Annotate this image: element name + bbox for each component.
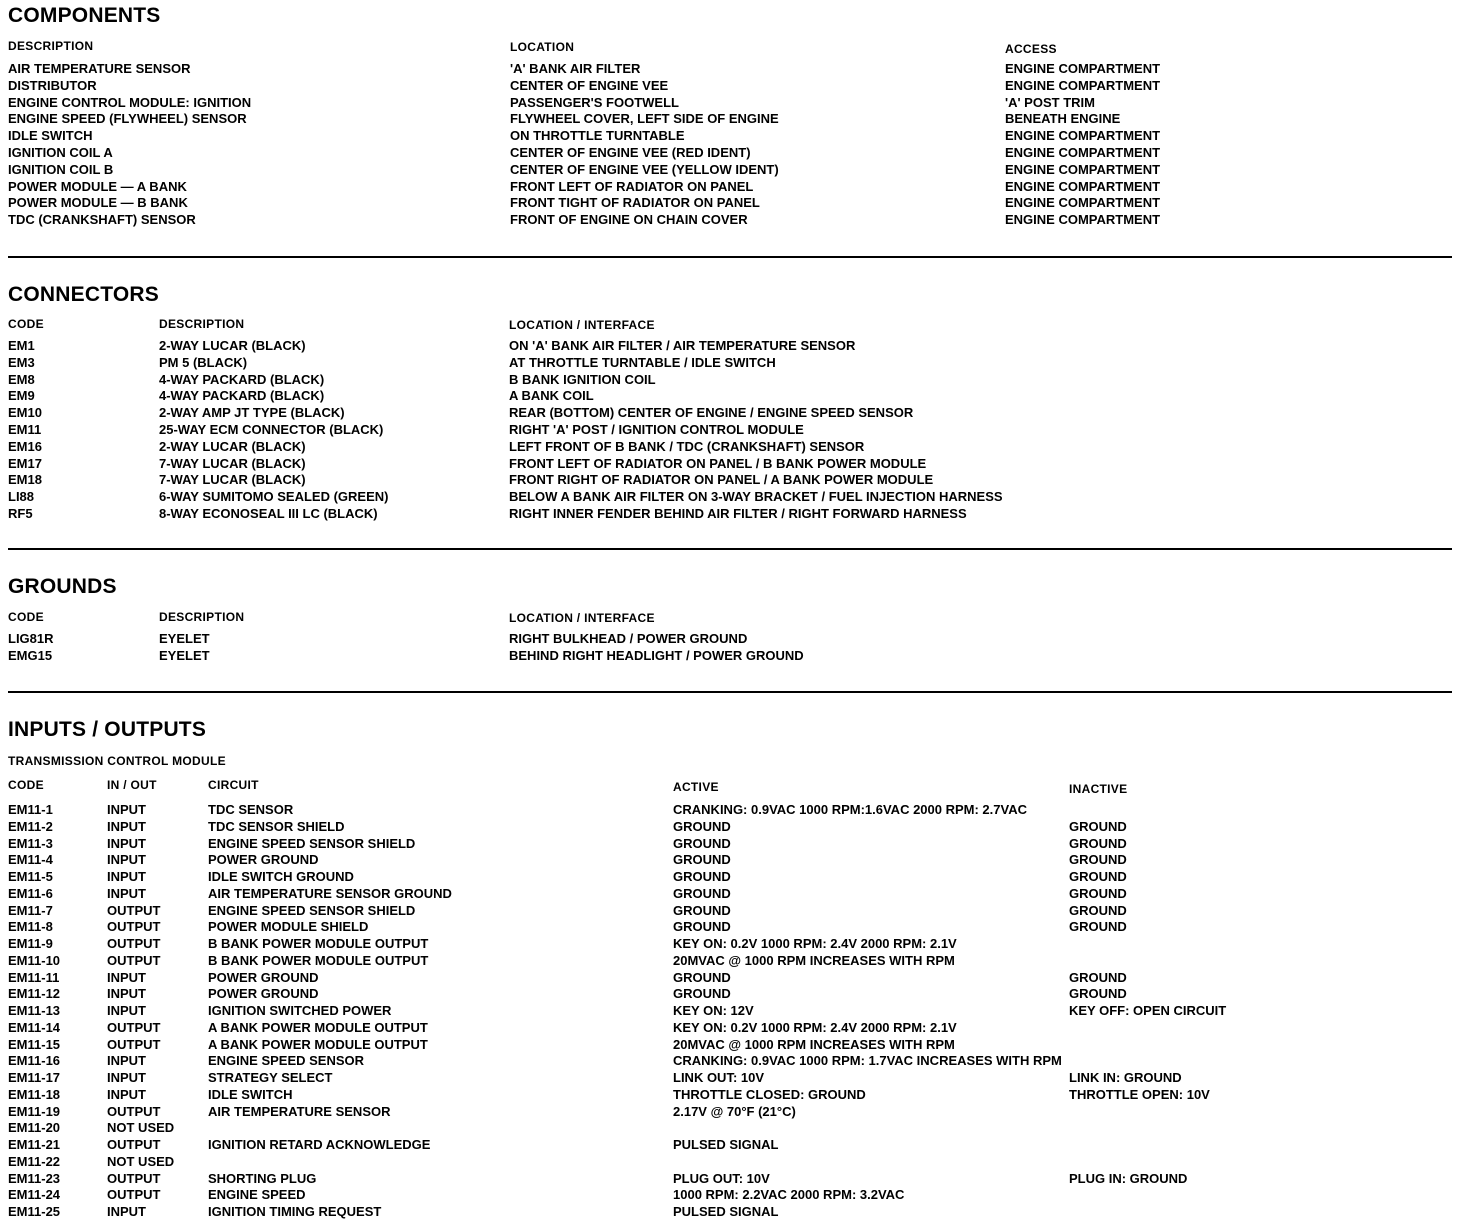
component-row-description: POWER MODULE — B BANK (8, 195, 188, 211)
component-row-description: IDLE SWITCH (8, 128, 93, 144)
ground-row-location: RIGHT BULKHEAD / POWER GROUND (509, 631, 748, 646)
io-row (0, 1137, 1472, 1154)
io-row (0, 802, 1472, 819)
io-row-active: KEY ON: 12V (673, 1003, 754, 1018)
io-row-active: THROTTLE CLOSED: GROUND (673, 1086, 866, 1102)
io-row-code: EM11-22 (8, 1153, 61, 1169)
io-row-code: EM11-17 (8, 1070, 61, 1085)
section-divider (8, 256, 1452, 258)
connector-row (0, 422, 1472, 439)
io-row (0, 1120, 1472, 1137)
io-row-inactive: GROUND (1069, 919, 1127, 935)
io-row-inout: OUTPUT (107, 1036, 161, 1052)
io-row-code: EM11-20 (8, 1120, 61, 1136)
component-row-access: ENGINE COMPARTMENT (1005, 161, 1161, 177)
component-row-access: ENGINE COMPARTMENT (1005, 212, 1161, 228)
io-row (0, 903, 1472, 920)
component-row-access: ENGINE COMPARTMENT (1005, 61, 1161, 76)
io-row-code: EM11-8 (8, 919, 53, 935)
components-title: COMPONENTS (8, 4, 161, 27)
io-row (0, 936, 1472, 953)
io-row-active: PULSED SIGNAL (673, 1204, 779, 1219)
io-row-circuit: B BANK POWER MODULE OUTPUT (208, 952, 429, 968)
io-row (0, 852, 1472, 869)
io-row (0, 1037, 1472, 1054)
component-row-description: POWER MODULE — A BANK (8, 178, 187, 194)
io-row-active: GROUND (673, 986, 731, 1002)
connector-row-location: A BANK COIL (509, 388, 594, 404)
connector-row-code: EM1 (8, 338, 35, 353)
connector-row-description: 2-WAY LUCAR (BLACK) (159, 338, 306, 353)
io-row-inactive: PLUG IN: GROUND (1069, 1170, 1188, 1186)
io-row-code: EM11-25 (8, 1204, 61, 1219)
io-row-circuit: IGNITION TIMING REQUEST (208, 1204, 382, 1219)
io-row (0, 836, 1472, 853)
io-row-inactive: GROUND (1069, 969, 1127, 985)
io-table (0, 802, 1472, 1221)
io-row-inout: OUTPUT (107, 902, 161, 918)
io-row-code: EM11-5 (8, 869, 53, 884)
io-row-code: EM11-19 (8, 1103, 61, 1119)
io-row-circuit: ENGINE SPEED SENSOR SHIELD (208, 902, 416, 918)
io-row (0, 819, 1472, 836)
io-row-code: EM11-18 (8, 1086, 61, 1102)
connector-row (0, 355, 1472, 372)
connector-row-code: EM3 (8, 354, 35, 370)
io-row-active: GROUND (673, 902, 731, 918)
io-row-inactive: GROUND (1069, 852, 1127, 868)
connector-row-location: FRONT LEFT OF RADIATOR ON PANEL / B BANK POWER MODULE (509, 455, 927, 471)
io-row-code: EM11-3 (8, 835, 53, 851)
connector-row-location: B BANK IGNITION COIL (509, 371, 656, 387)
component-row-location: FRONT LEFT OF RADIATOR ON PANEL (510, 178, 754, 194)
io-row-active: GROUND (673, 818, 731, 834)
io-row-circuit: STRATEGY SELECT (208, 1070, 333, 1085)
io-row-inout: INPUT (107, 969, 146, 985)
connector-row-description: 2-WAY AMP JT TYPE (BLACK) (159, 405, 345, 421)
io-row-code: EM11-13 (8, 1003, 61, 1018)
connector-row (0, 472, 1472, 489)
io-header-inactive: INACTIVE (1069, 782, 1128, 796)
ground-row (0, 648, 1472, 665)
component-row-location: FLYWHEEL COVER, LEFT SIDE OF ENGINE (510, 111, 779, 127)
io-row-active: GROUND (673, 852, 731, 868)
connector-row (0, 405, 1472, 422)
io-row-code: EM11-21 (8, 1137, 61, 1152)
connector-row-location: REAR (BOTTOM) CENTER OF ENGINE / ENGINE SPEED SENSOR (509, 405, 914, 421)
connector-row-description: 7-WAY LUCAR (BLACK) (159, 455, 306, 471)
io-row-active: GROUND (673, 919, 731, 935)
io-row-inactive: GROUND (1069, 986, 1127, 1002)
io-row-inactive: GROUND (1069, 818, 1127, 834)
io-row-circuit: ENGINE SPEED SENSOR SHIELD (208, 835, 416, 851)
io-row-code: EM11-12 (8, 986, 61, 1002)
io-row-inout: OUTPUT (107, 1103, 161, 1119)
connector-row-description: 6-WAY SUMITOMO SEALED (GREEN) (159, 489, 389, 505)
io-header-code: CODE (8, 778, 44, 792)
connector-row-description: 25-WAY ECM CONNECTOR (BLACK) (159, 421, 384, 437)
io-row-code: EM11-7 (8, 902, 53, 918)
connector-row-description: 7-WAY LUCAR (BLACK) (159, 472, 306, 488)
connector-row-location: RIGHT INNER FENDER BEHIND AIR FILTER / RIGHT FORWARD HARNESS (509, 505, 967, 521)
io-row (0, 1053, 1472, 1070)
io-row-inactive: GROUND (1069, 885, 1127, 901)
io-row-inout: INPUT (107, 818, 146, 834)
io-row-circuit: A BANK POWER MODULE OUTPUT (208, 1036, 428, 1052)
io-row-circuit: ENGINE SPEED SENSOR (208, 1053, 365, 1069)
ground-row-code: EMG15 (8, 647, 53, 663)
io-row-code: EM11-4 (8, 852, 53, 868)
io-row (0, 1020, 1472, 1037)
component-row (0, 195, 1472, 212)
connector-row-code: EM8 (8, 371, 35, 387)
io-row-active: GROUND (673, 869, 731, 884)
io-row-active: GROUND (673, 835, 731, 851)
io-row-code: EM11-15 (8, 1036, 61, 1052)
io-row-active: GROUND (673, 969, 731, 985)
component-row-location: 'A' BANK AIR FILTER (510, 61, 641, 76)
io-row-inout: OUTPUT (107, 1019, 161, 1035)
io-row (0, 1104, 1472, 1121)
io-row-code: EM11-6 (8, 885, 53, 901)
io-row-code: EM11-16 (8, 1053, 61, 1069)
components-header-description: DESCRIPTION (8, 39, 94, 53)
connector-row (0, 388, 1472, 405)
ground-row-location: BEHIND RIGHT HEADLIGHT / POWER GROUND (509, 647, 804, 663)
connector-row-location: ON 'A' BANK AIR FILTER / AIR TEMPERATURE SENSOR (509, 338, 856, 353)
io-row-circuit: POWER GROUND (208, 852, 319, 868)
io-row (0, 1171, 1472, 1188)
section-divider (8, 691, 1452, 693)
io-row (0, 970, 1472, 987)
grounds-header-description: DESCRIPTION (159, 610, 245, 624)
component-row-description: AIR TEMPERATURE SENSOR (8, 61, 191, 76)
connectors-title: CONNECTORS (8, 283, 159, 306)
component-row-access: ENGINE COMPARTMENT (1005, 77, 1161, 93)
io-row-code: EM11-9 (8, 936, 53, 951)
component-row (0, 179, 1472, 196)
component-row-location: FRONT OF ENGINE ON CHAIN COVER (510, 212, 748, 228)
io-row-inout: INPUT (107, 885, 146, 901)
connector-row-code: EM16 (8, 438, 42, 454)
connector-row-location: BELOW A BANK AIR FILTER ON 3-WAY BRACKET / FUEL INJECTION HARNESS (509, 489, 1003, 505)
io-row-circuit: IGNITION SWITCHED POWER (208, 1003, 392, 1018)
io-row-inactive: GROUND (1069, 869, 1127, 884)
io-row (0, 1003, 1472, 1020)
io-row-code: EM11-2 (8, 818, 53, 834)
io-row-circuit: IDLE SWITCH (208, 1086, 293, 1102)
io-header-circuit: CIRCUIT (208, 778, 259, 792)
io-row-inout: INPUT (107, 835, 146, 851)
io-row-inout: OUTPUT (107, 1170, 161, 1186)
connector-row (0, 338, 1472, 355)
component-row (0, 128, 1472, 145)
component-row-access: ENGINE COMPARTMENT (1005, 195, 1161, 211)
io-row-inactive: LINK IN: GROUND (1069, 1070, 1182, 1085)
io-row-inout: INPUT (107, 1070, 146, 1085)
connector-row-location: AT THROTTLE TURNTABLE / IDLE SWITCH (509, 354, 776, 370)
io-row (0, 869, 1472, 886)
io-row-code: EM11-11 (8, 969, 60, 985)
component-row-access: ENGINE COMPARTMENT (1005, 128, 1161, 144)
io-header-active: ACTIVE (673, 780, 719, 794)
component-row-description: IGNITION COIL A (8, 144, 113, 160)
io-row-inout: OUTPUT (107, 1187, 161, 1203)
connector-row-code: EM18 (8, 472, 42, 488)
component-row-description: TDC (CRANKSHAFT) SENSOR (8, 212, 196, 228)
connector-row (0, 439, 1472, 456)
io-row (0, 1154, 1472, 1171)
grounds-header-code: CODE (8, 610, 44, 624)
io-row (0, 1204, 1472, 1221)
connector-row-description: PM 5 (BLACK) (159, 354, 248, 370)
components-table (0, 61, 1472, 229)
io-row-active: CRANKING: 0.9VAC 1000 RPM:1.6VAC 2000 RPM: 2.7VAC (673, 802, 1027, 817)
component-row-location: ON THROTTLE TURNTABLE (510, 128, 685, 144)
io-row-active: 20MVAC @ 1000 RPM INCREASES WITH RPM (673, 1036, 955, 1052)
io-row-inactive: THROTTLE OPEN: 10V (1069, 1086, 1210, 1102)
component-row-description: ENGINE CONTROL MODULE: IGNITION (8, 94, 252, 110)
io-row-circuit: TDC SENSOR (208, 802, 294, 817)
connector-row (0, 456, 1472, 473)
io-row-circuit: ENGINE SPEED (208, 1187, 306, 1203)
io-row-code: EM11-24 (8, 1187, 61, 1203)
grounds-table (0, 631, 1472, 665)
component-row (0, 61, 1472, 78)
io-row-active: KEY ON: 0.2V 1000 RPM: 2.4V 2000 RPM: 2.1V (673, 936, 957, 951)
connector-row-code: LI88 (8, 489, 35, 505)
connector-row-location: LEFT FRONT OF B BANK / TDC (CRANKSHAFT) SENSOR (509, 438, 865, 454)
io-row-active: 2.17V @ 70°F (21°C) (673, 1103, 796, 1119)
components-header-access: ACCESS (1005, 42, 1057, 56)
io-row-active: LINK OUT: 10V (673, 1070, 765, 1085)
connector-row-code: EM9 (8, 388, 35, 404)
io-row-active: 1000 RPM: 2.2VAC 2000 RPM: 3.2VAC (673, 1187, 905, 1203)
io-row-circuit: POWER GROUND (208, 969, 319, 985)
io-row-inout: INPUT (107, 802, 146, 817)
ground-row-description: EYELET (159, 647, 210, 663)
io-row-active: PULSED SIGNAL (673, 1137, 779, 1152)
io-row-inout: OUTPUT (107, 1137, 161, 1152)
ground-row (0, 631, 1472, 648)
connectors-table (0, 338, 1472, 523)
io-row-inactive: GROUND (1069, 902, 1127, 918)
connector-row (0, 506, 1472, 523)
component-row-access: ENGINE COMPARTMENT (1005, 178, 1161, 194)
io-row-circuit: B BANK POWER MODULE OUTPUT (208, 936, 429, 951)
io-row (0, 953, 1472, 970)
io-row (0, 1187, 1472, 1204)
section-divider (8, 548, 1452, 550)
io-row-inout: INPUT (107, 986, 146, 1002)
io-row-inout: OUTPUT (107, 952, 161, 968)
io-row-active: 20MVAC @ 1000 RPM INCREASES WITH RPM (673, 952, 955, 968)
connectors-header-description: DESCRIPTION (159, 317, 245, 331)
io-row-inout: INPUT (107, 1003, 146, 1018)
io-row-inout: NOT USED (107, 1120, 175, 1136)
io-row (0, 919, 1472, 936)
io-row (0, 1070, 1472, 1087)
connector-row (0, 489, 1472, 506)
io-row-inout: INPUT (107, 1204, 146, 1219)
connector-row-description: 4-WAY PACKARD (BLACK) (159, 388, 325, 404)
component-row (0, 78, 1472, 95)
connector-row-description: 2-WAY LUCAR (BLACK) (159, 438, 306, 454)
io-row-circuit: POWER MODULE SHIELD (208, 919, 369, 935)
connector-row (0, 372, 1472, 389)
io-row (0, 886, 1472, 903)
component-row-access: 'A' POST TRIM (1005, 94, 1095, 110)
io-row-circuit: AIR TEMPERATURE SENSOR (208, 1103, 391, 1119)
connector-row-code: EM10 (8, 405, 42, 421)
io-row-inactive: KEY OFF: OPEN CIRCUIT (1069, 1003, 1227, 1018)
connector-row-code: RF5 (8, 505, 33, 521)
components-header-location: LOCATION (510, 40, 575, 54)
component-row (0, 212, 1472, 229)
io-row-circuit: SHORTING PLUG (208, 1170, 317, 1186)
component-row-location: CENTER OF ENGINE VEE (510, 77, 669, 93)
component-row-location: CENTER OF ENGINE VEE (RED IDENT) (510, 144, 751, 160)
io-row-inout: INPUT (107, 852, 146, 868)
io-row-circuit: IGNITION RETARD ACKNOWLEDGE (208, 1137, 431, 1152)
io-row-active: GROUND (673, 885, 731, 901)
connector-row-code: EM17 (8, 455, 42, 471)
component-row-description: ENGINE SPEED (FLYWHEEL) SENSOR (8, 111, 247, 127)
component-row-location: CENTER OF ENGINE VEE (YELLOW IDENT) (510, 161, 779, 177)
connector-row-location: RIGHT 'A' POST / IGNITION CONTROL MODULE (509, 421, 804, 437)
io-row-circuit: A BANK POWER MODULE OUTPUT (208, 1019, 428, 1035)
component-row-access: ENGINE COMPARTMENT (1005, 144, 1161, 160)
ground-row-description: EYELET (159, 631, 210, 646)
io-row-code: EM11-10 (8, 952, 61, 968)
component-row (0, 111, 1472, 128)
io-row-active: KEY ON: 0.2V 1000 RPM: 2.4V 2000 RPM: 2.1V (673, 1019, 957, 1035)
io-row-code: EM11-23 (8, 1170, 61, 1186)
component-row-description: IGNITION COIL B (8, 161, 114, 177)
component-row-location: PASSENGER'S FOOTWELL (510, 94, 679, 110)
io-subtitle: TRANSMISSION CONTROL MODULE (8, 754, 226, 768)
io-row (0, 986, 1472, 1003)
io-row (0, 1087, 1472, 1104)
io-row-code: EM11-1 (8, 802, 53, 817)
grounds-title: GROUNDS (8, 575, 117, 598)
connector-row-code: EM11 (8, 421, 42, 437)
io-row-inout: INPUT (107, 1086, 146, 1102)
component-row-description: DISTRIBUTOR (8, 77, 97, 93)
io-row-circuit: IDLE SWITCH GROUND (208, 869, 354, 884)
io-row-code: EM11-14 (8, 1019, 61, 1035)
connector-row-description: 4-WAY PACKARD (BLACK) (159, 371, 325, 387)
ground-row-code: LIG81R (8, 631, 54, 646)
io-row-inout: OUTPUT (107, 919, 161, 935)
io-row-active: CRANKING: 0.9VAC 1000 RPM: 1.7VAC INCREASES WITH RPM (673, 1053, 1062, 1069)
component-row (0, 145, 1472, 162)
io-row-inout: NOT USED (107, 1153, 175, 1169)
io-row-active: PLUG OUT: 10V (673, 1170, 770, 1186)
connectors-header-code: CODE (8, 317, 44, 331)
io-title: INPUTS / OUTPUTS (8, 718, 207, 741)
io-row-inout: INPUT (107, 869, 146, 884)
io-row-inout: INPUT (107, 1053, 146, 1069)
io-row-inactive: GROUND (1069, 835, 1127, 851)
component-row (0, 95, 1472, 112)
io-row-circuit: POWER GROUND (208, 986, 319, 1002)
io-row-inout: OUTPUT (107, 936, 161, 951)
grounds-header-location: LOCATION / INTERFACE (509, 611, 655, 625)
connector-row-location: FRONT RIGHT OF RADIATOR ON PANEL / A BANK POWER MODULE (509, 472, 934, 488)
io-row-circuit: AIR TEMPERATURE SENSOR GROUND (208, 885, 452, 901)
component-row (0, 162, 1472, 179)
component-row-access: BENEATH ENGINE (1005, 111, 1121, 127)
component-row-location: FRONT TIGHT OF RADIATOR ON PANEL (510, 195, 760, 211)
connector-row-description: 8-WAY ECONOSEAL III LC (BLACK) (159, 505, 378, 521)
io-row-circuit: TDC SENSOR SHIELD (208, 818, 345, 834)
io-header-inout: IN / OUT (107, 778, 157, 792)
connectors-header-location: LOCATION / INTERFACE (509, 318, 655, 332)
